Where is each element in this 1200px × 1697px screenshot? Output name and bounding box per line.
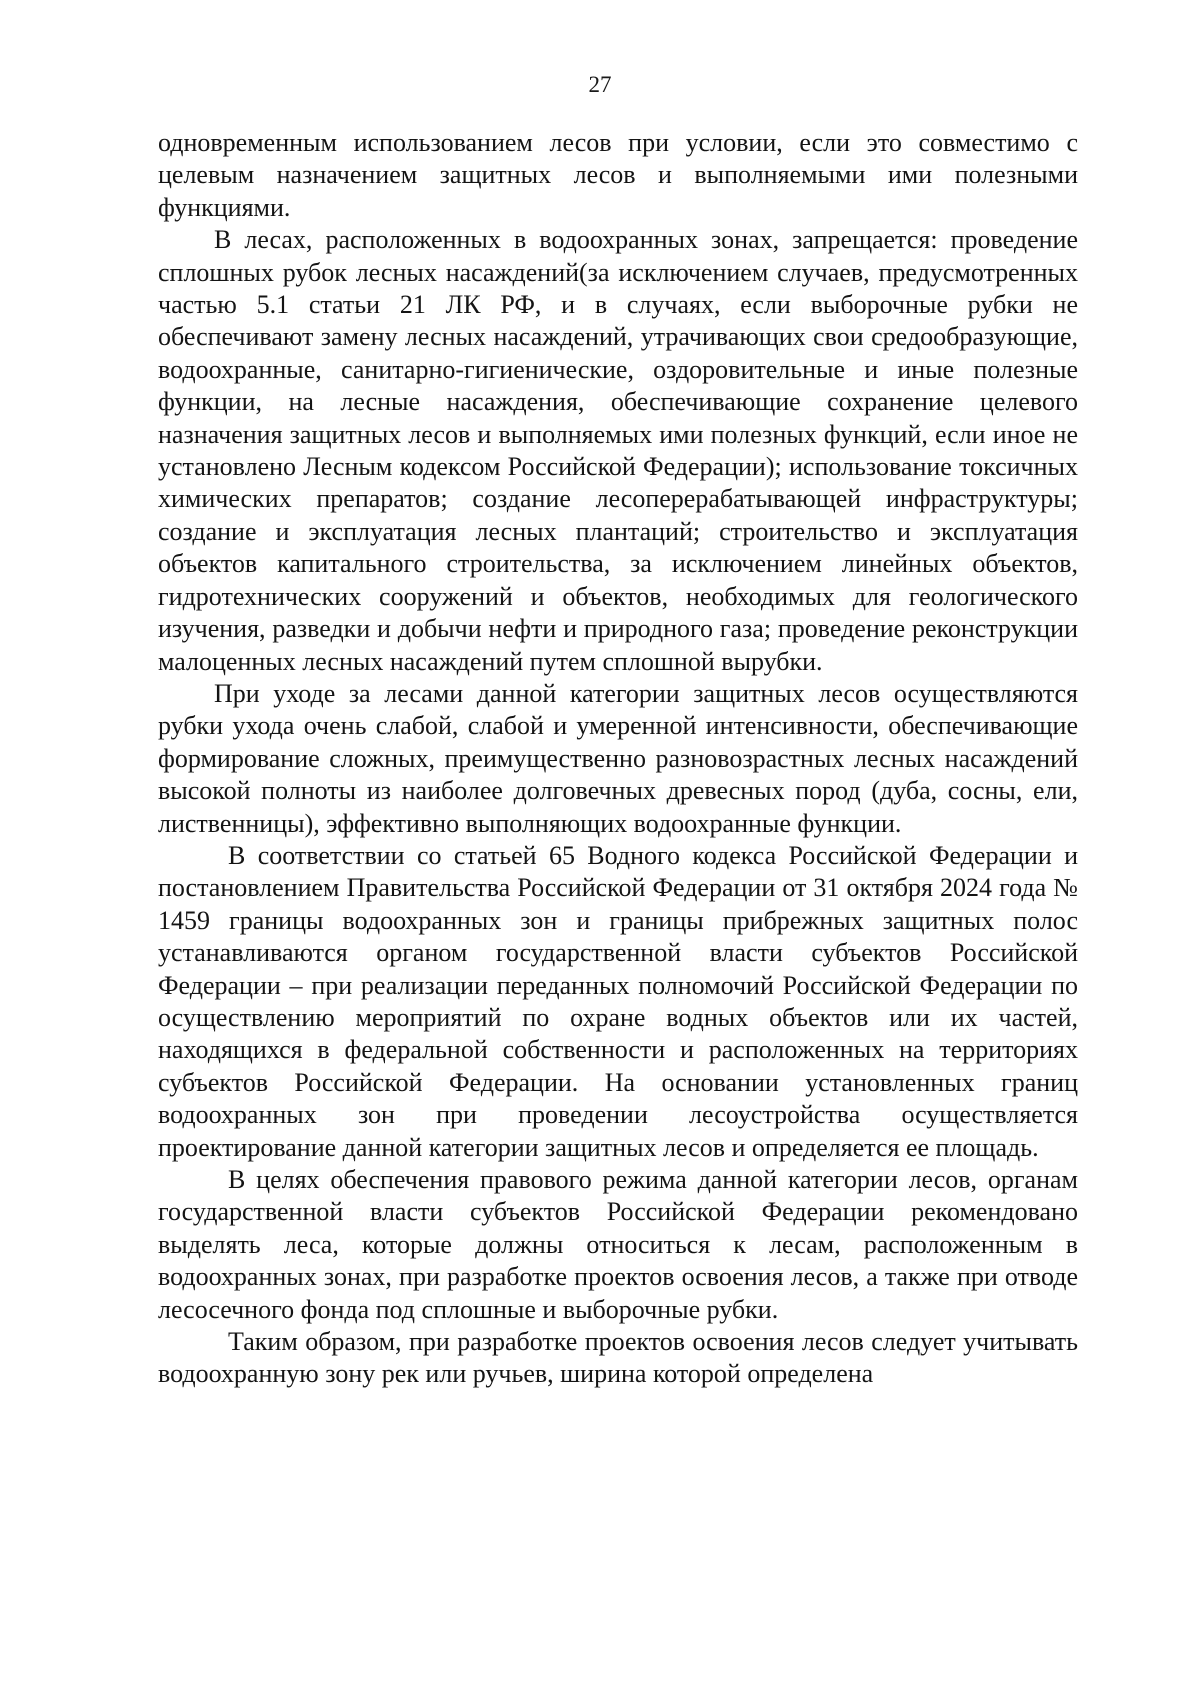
paragraph-water-protection-zone-prohibitions: В лесах, расположенных в водоохранных зонах, запрещается: проведение сплошных рубок лесных насаждений(за исключением случаев, предусмотренных частью 5.1 статьи 21 ЛК РФ, и в случаях, если выборочные рубки не обеспечивают замену лесных насаждений, утрачивающих свои средообразующие, водоохранные, санитарно-гигиенические, оздоровительные и иные полезные функции, на лесные насаждения, обеспечивающие сохранение целевого назначения защитных лесов и выполняемых ими полезных функций, если иное не установлено Лесным кодексом Российской Федерации); использование токсичных химических препаратов; создание лесоперерабатывающей инфраструктуры; создание и эксплуатация лесных плантаций; строительство и эксплуатация объектов капитального строительства, за исключением линейных объектов, гидротехнических сооружений и объектов, необходимых для геологического изучения, разведки и добычи нефти и природного газа; проведение реконструкции малоценных лесных насаждений путем сплошной вырубки.: [158, 225, 1078, 676]
paragraph-legal-regime: В целях обеспечения правового режима данной категории лесов, органам государственной власти субъектов Российской Федерации рекомендовано выделять леса, которые должны относиться к лесам, расположенным в водоохранных зонах, при разработке проектов освоения лесов, а также при отводе лесосечного фонда под сплошные и выборочные рубки.: [158, 1165, 1078, 1324]
paragraph-water-code-boundaries: В соответствии со статьей 65 Водного кодекса Российской Федерации и постановлением Правительства Российской Федерации от 31 октября 2024 года № 1459 границы водоохранных зон и границы прибрежных защитных полос устанавливаются органом государственной власти субъектов Российской Федерации – при реализации переданных полномочий Российской Федерации по осуществлению мероприятий по охране водных объектов или их частей, находящихся в федеральной собственности и расположенных на территориях субъектов Российской Федерации. На основании установленных границ водоохранных зон при проведении лесоустройства осуществляется проектирование данной категории защитных лесов и определяется ее площадь.: [158, 840, 1078, 1162]
paragraph-conclusion: Таким образом, при разработке проектов освоения лесов следует учитывать водоохранную зону рек или ручьев, ширина которой определена: [158, 1327, 1078, 1389]
document-body: [158, 127, 1078, 1391]
paragraph-forest-care: При уходе за лесами данной категории защитных лесов осуществляются рубки ухода очень слабой, слабой и умеренной интенсивности, обеспечивающие формирование сложных, преимущественно разновозрастных лесных насаждений высокой полноты из наиболее долговечных древесных пород (дуба, сосны, ели, лиственницы), эффективно выполняющих водоохранные функции.: [158, 678, 1078, 838]
page-number: 27: [588, 72, 612, 97]
paragraph-continuation: одновременным использованием лесов при условии, если это совместимо с целевым назначением защитных лесов и выполняемыми ими полезными функциями.: [158, 128, 1078, 222]
